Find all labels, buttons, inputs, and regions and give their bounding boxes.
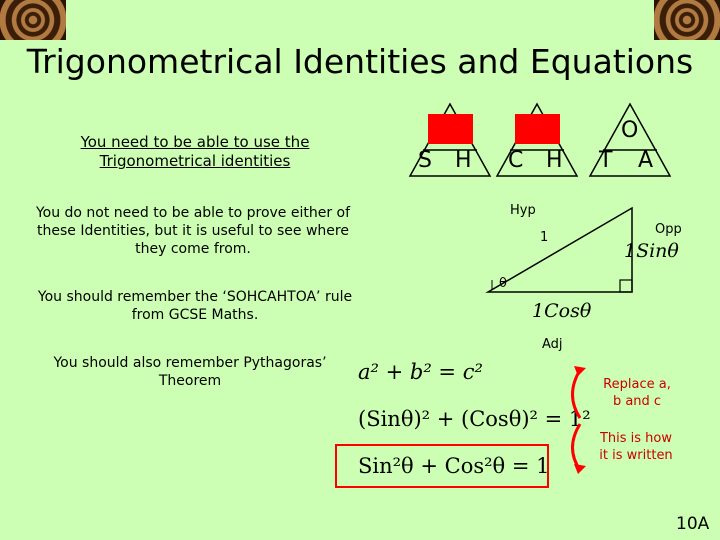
- arrow-replace: [573, 370, 581, 418]
- annotation-replace: Replace a, b and c: [603, 377, 671, 409]
- hyp-value: 1: [540, 230, 549, 245]
- sohcahtoa-letter: A: [638, 148, 654, 173]
- right-angle-marker: [620, 280, 632, 292]
- slide-title: Trigonometrical Identities and Equations: [26, 42, 694, 81]
- adj-value: 1Cosθ: [532, 300, 592, 322]
- corner-decoration-right: [654, 0, 720, 40]
- sohcahtoa-letter: H: [546, 148, 563, 173]
- sohcahtoa-triangles: [395, 98, 695, 188]
- sohcahtoa-letter: S: [418, 148, 432, 173]
- sohcahtoa-letter: O: [621, 118, 639, 143]
- sohcahtoa-letter: T: [599, 148, 613, 173]
- page-label: 10A: [676, 514, 710, 534]
- adj-label: Adj: [542, 337, 563, 352]
- equation-substituted: (Sinθ)² + (Cosθ)² = 1²: [358, 407, 591, 431]
- note-sohcahtoa: You should remember the ‘SOHCAHTOA’ rule from GCSE Maths.: [37, 289, 353, 323]
- angle-theta: θ: [499, 276, 507, 291]
- sohcahtoa-letter: C: [508, 148, 524, 173]
- highlight-box: [428, 114, 473, 144]
- hyp-label: Hyp: [510, 203, 536, 218]
- opp-label: Opp: [655, 222, 682, 237]
- note-need-identities: You need to be able to use the Trigonometrical identities: [80, 133, 310, 170]
- equation-pythagoras: a² + b² = c²: [358, 360, 483, 384]
- highlight-box: [515, 114, 560, 144]
- annotation-written: This is how it is written: [599, 431, 673, 463]
- arrow-written: [573, 424, 581, 470]
- note-pythagoras: You should also remember Pythagoras’ Theorem: [53, 355, 327, 389]
- sohcahtoa-letter: H: [455, 148, 472, 173]
- corner-decoration-left: [0, 0, 66, 40]
- equation-identity: Sin²θ + Cos²θ = 1: [358, 454, 550, 478]
- opp-value: 1Sinθ: [624, 240, 679, 262]
- note-do-not-prove: You do not need to be able to prove either of these Identities, but it is useful to see where they come from.: [35, 205, 351, 257]
